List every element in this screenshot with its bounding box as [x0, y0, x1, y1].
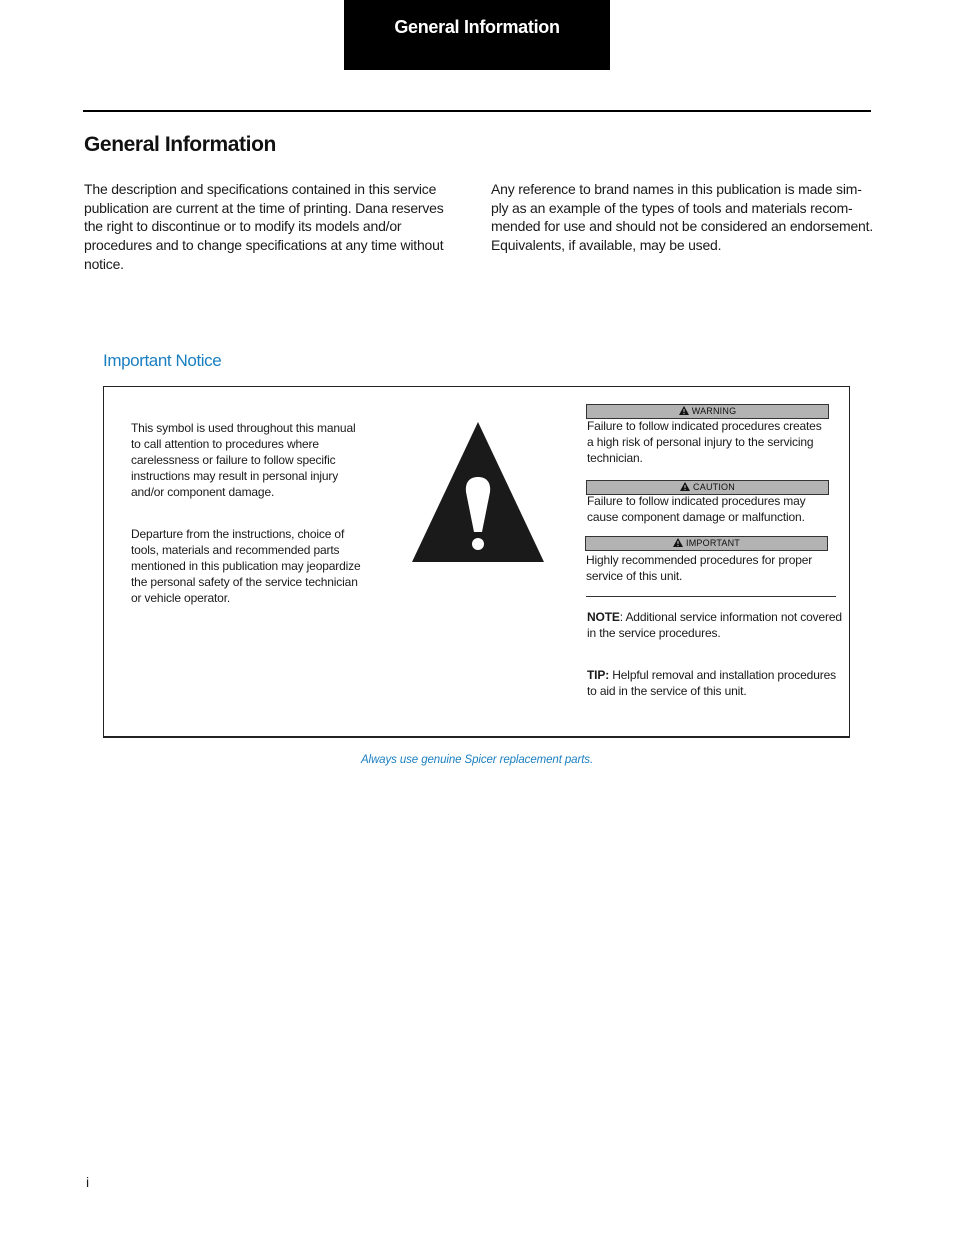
page-title: General Information [84, 133, 276, 156]
warning-badge [586, 404, 829, 419]
tip-label: TIP: [587, 668, 610, 682]
important-text: Highly recommended procedures for proper service of this unit. [586, 553, 813, 583]
warning-label: WARNING [691, 406, 737, 416]
page-number: i [86, 1174, 90, 1190]
note-label: NOTE [587, 610, 620, 624]
note-text [587, 609, 843, 641]
important-label: IMPORTANT [686, 538, 740, 548]
header-tab-label: General Information [394, 17, 560, 37]
symbol-explanation: This symbol is used throughout this manual to call attention to procedures where carelessness or failure to follow specific instructions may result in personal injury and/or component damage. [131, 421, 356, 499]
important-badge [585, 536, 828, 551]
exclamation-triangle-icon [412, 422, 544, 562]
tip-text [587, 667, 843, 699]
notice-divider [586, 596, 836, 597]
important-notice-heading: Important Notice [103, 351, 222, 370]
caution-label: CAUTION [693, 482, 735, 492]
important-triangle-icon [673, 538, 683, 547]
note-body: : Additional service information not covered in the service procedures. [587, 610, 842, 640]
intro-paragraph-left: The description and specifications contained in this service publication are current at the time of printing. Dana reserves the right to discontinue or to modify its models and/or procedures and to change specifications at any time without notice. [84, 181, 444, 272]
section-divider [83, 110, 871, 112]
caution-triangle-icon [680, 482, 690, 491]
caution-text: Failure to follow indicated procedures may cause component damage or malfunction. [587, 494, 806, 524]
important-notice-box [103, 386, 850, 738]
intro-paragraph-right: Any reference to brand names in this publication is made sim- ply as an example of the types of tools and materials recom- mended for use and should not be considered an endorsement. Equivalents, if available, may be used. [491, 181, 874, 254]
warning-text: Failure to follow indicated procedures creates a high risk of personal injury to the servicing technician. [587, 419, 822, 465]
header-tab [344, 0, 610, 70]
spicer-parts-note: Always use genuine Spicer replacement parts. [360, 754, 594, 766]
departure-explanation: Departure from the instructions, choice of tools, materials and recommended parts mentioned in this publication may jeopardize the personal safety of the service technician or vehicle operator. [131, 527, 361, 605]
warning-triangle-icon [679, 406, 689, 415]
tip-body: Helpful removal and installation procedures to aid in the service of this unit. [587, 668, 836, 698]
